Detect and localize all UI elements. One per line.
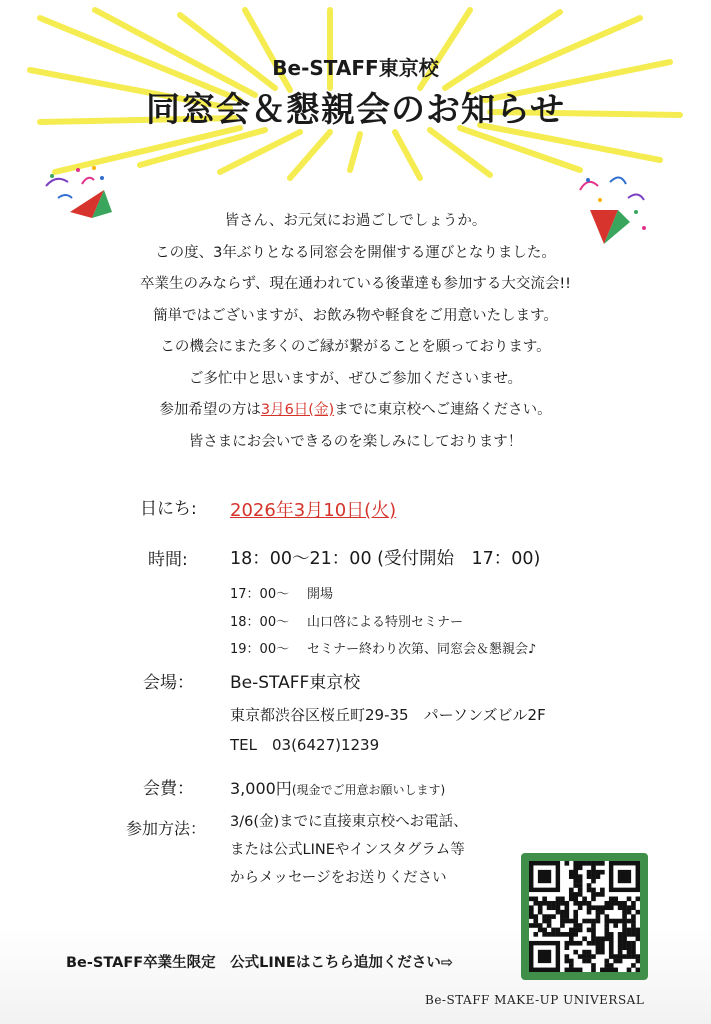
deadline-prefix: 参加希望の方は bbox=[159, 402, 261, 418]
method-line: または公式LINEやインスタグラム等 bbox=[230, 842, 465, 858]
closing-line: 皆さまにお会いできるのを楽しみにしております！ bbox=[188, 433, 523, 450]
message-line: 卒業生のみならず、現在通われている後輩達も参加する大交流会!! bbox=[140, 276, 571, 292]
schedule-time: 17：00〜 bbox=[230, 587, 290, 602]
message-line: 簡単ではございますが、お飲み物や軽食をご用意いたします。 bbox=[153, 307, 558, 324]
header-subtitle: Be-STAFF東京校 bbox=[272, 56, 439, 80]
message-line: 皆さん、お元気にお過ごしでしょうか。 bbox=[224, 213, 487, 229]
time-label: 時間: bbox=[148, 550, 188, 570]
venue-label: 会場： bbox=[143, 673, 194, 693]
venue-name: Be-STAFF東京校 bbox=[230, 673, 361, 693]
line-qr-code[interactable] bbox=[521, 853, 648, 980]
method-line: 3/6(金)までに直接東京校へお電話、 bbox=[230, 814, 468, 830]
venue-address: 東京都渋谷区桜丘町29-35 パーソンズビル2F bbox=[230, 706, 546, 724]
event-time: 18：00〜21：00 (受付開始 17：00) bbox=[230, 549, 541, 569]
deadline-line bbox=[0, 395, 711, 427]
schedule-time: 18：00〜 bbox=[230, 615, 290, 630]
deadline-date: 3月6日(金) bbox=[260, 402, 335, 418]
page-title: 同窓会＆懇親会のお知らせ bbox=[146, 90, 565, 130]
schedule-time: 19：00〜 bbox=[230, 642, 290, 657]
line-add-callout: Be-STAFF卒業生限定 公式LINEはこちら追加ください⇨ bbox=[66, 955, 453, 971]
message-line: この機会にまた多くのご縁が繋がることを願っております。 bbox=[160, 339, 551, 355]
brand-footer: Be-STAFF MAKE-UP UNIVERSAL bbox=[425, 993, 645, 1007]
schedule-item: セミナー終わり次第、同窓会＆懇親会♪ bbox=[307, 642, 537, 657]
schedule-item: 山口啓による特別セミナー bbox=[307, 615, 464, 630]
method-line: からメッセージをお送りください bbox=[230, 870, 447, 886]
fee-amount: 3,000円 bbox=[230, 779, 292, 798]
qr-code-image bbox=[529, 861, 640, 972]
fee-value bbox=[230, 776, 445, 799]
message-line: ご多忙中と思いますが、ぜひご参加くださいませ。 bbox=[188, 370, 523, 387]
deadline-suffix: までに東京校へご連絡ください。 bbox=[334, 402, 552, 418]
fee-label: 会費： bbox=[143, 779, 194, 799]
venue-tel: TEL 03(6427)1239 bbox=[230, 736, 380, 754]
fee-note: (現金でご用意お願いします) bbox=[291, 783, 446, 797]
event-date: 2026年3月10日(火) bbox=[230, 500, 397, 521]
greeting-message bbox=[0, 206, 711, 458]
date-label: 日にち: bbox=[140, 499, 197, 519]
message-line: この度、3年ぶりとなる同窓会を開催する運びとなりました。 bbox=[155, 244, 556, 261]
method-label: 参加方法： bbox=[126, 819, 207, 838]
schedule-item: 開場 bbox=[307, 587, 334, 602]
